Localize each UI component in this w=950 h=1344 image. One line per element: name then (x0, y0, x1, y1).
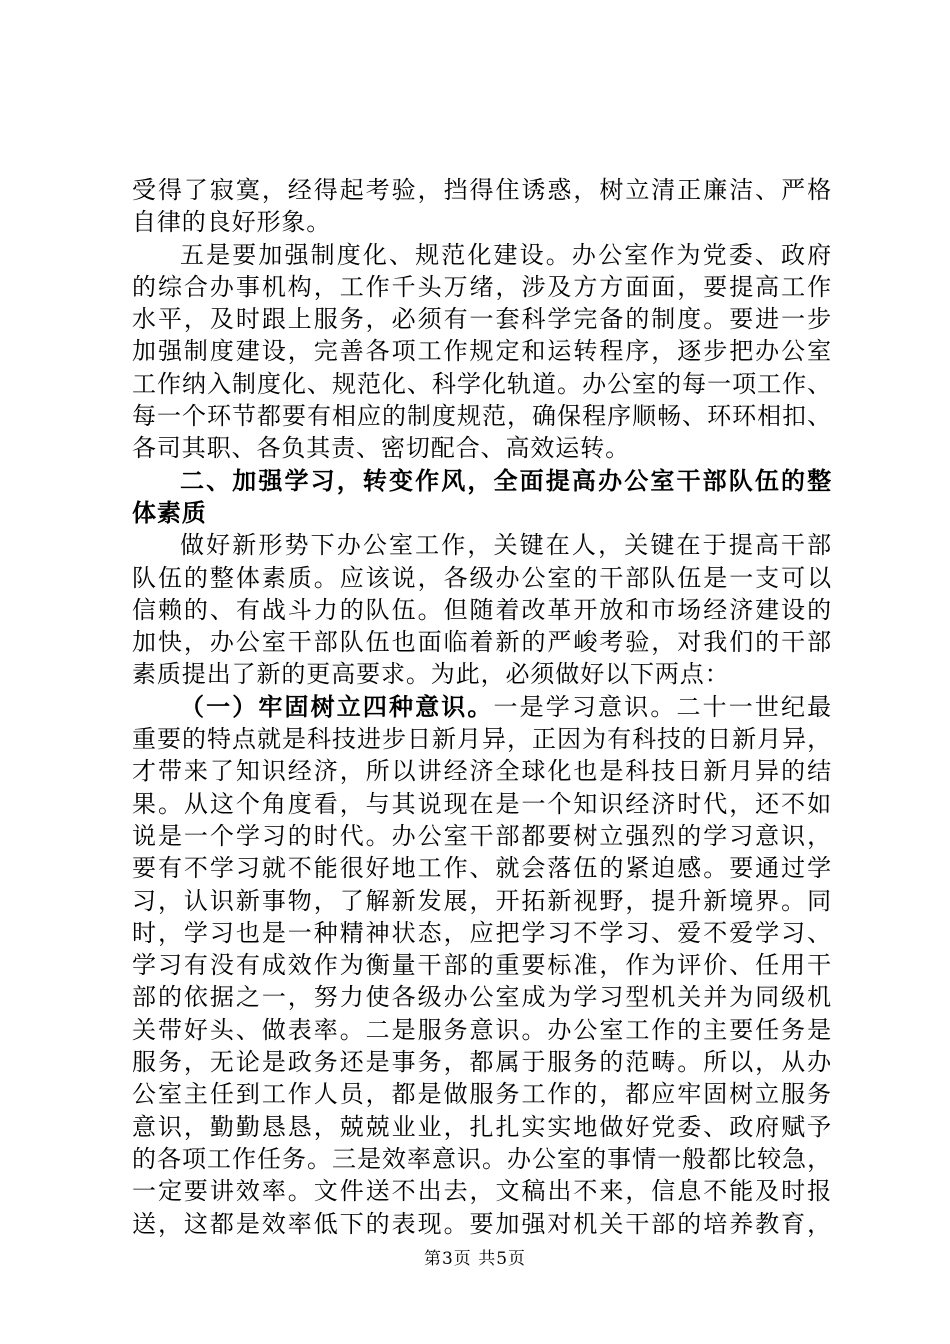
text-line (132, 658, 832, 690)
line-text: 说是一个学习的时代。办公室干部都要树立强烈的学习意识， (132, 821, 832, 850)
line-text: 才带来了知识经济，所以讲经济全球化也是科技日新月异的结 (132, 757, 832, 786)
line-text: 意识，勤勤恳恳，兢兢业业，扎扎实实地做好党委、政府赋予 (132, 1112, 832, 1141)
line-text: 果。从这个角度看，与其说现在是一个知识经济时代，还不如 (132, 789, 832, 818)
text-line (132, 562, 832, 594)
text-line (132, 271, 832, 303)
line-text: 受得了寂寞，经得起考验，挡得住诱惑，树立清正廉洁、严格 (132, 176, 832, 204)
text-line (132, 981, 832, 1013)
line-text: 要有不学习就不能很好地工作、就会落伍的紧迫感。要通过学 (132, 854, 832, 883)
line-text: 的综合办事机构，工作千头万绪，涉及方方面面，要提高工作 (132, 272, 832, 301)
line-text: 习，认识新事物，了解新发展，开拓新视野，提升新境界。同 (132, 886, 832, 915)
text-line (132, 723, 832, 755)
line-text: 加强制度建设，完善各项工作规定和运转程序，逐步把办公室 (132, 337, 832, 366)
text-line (132, 917, 832, 949)
text-line (132, 1014, 832, 1046)
text-line (132, 691, 832, 723)
line-text: 五是要加强制度化、规范化建设。办公室作为党委、政府 (180, 240, 832, 269)
line-text: 信赖的、有战斗力的队伍。但随着改革开放和市场经济建设的 (132, 595, 832, 624)
line-text: 学习有没有成效作为衡量干部的重要标准，作为评价、任用干 (132, 951, 832, 980)
text-line (132, 432, 832, 464)
line-text: 送，这都是效率低下的表现。要加强对机关干部的培养教育， (132, 1209, 832, 1238)
text-line (132, 885, 832, 917)
text-line (132, 335, 832, 367)
text-line (132, 174, 832, 206)
line-text: 做好新形势下办公室工作，关键在人，关键在于提高干部 (180, 531, 832, 560)
text-line (132, 206, 832, 238)
text-line (132, 594, 832, 626)
document-body (132, 174, 832, 1240)
bold-heading-text: （一）牢固树立四种意识。 (180, 691, 494, 721)
page-footer: 第3页 共5页 (423, 1249, 527, 1269)
text-line (132, 1046, 832, 1078)
text-line (132, 400, 832, 432)
line-text: 一是学习意识。二十一世纪最 (493, 692, 832, 721)
line-text: 服务，无论是政务还是事务，都属于服务的范畴。所以，从办 (132, 1048, 832, 1077)
line-text: 的各项工作任务。三是效率意识。办公室的事情一般都比较急， (132, 1144, 832, 1173)
text-line (132, 1078, 832, 1110)
text-line (132, 755, 832, 787)
bold-heading-text: 二、加强学习，转变作风，全面提高办公室干部队伍的整 (180, 465, 832, 495)
line-text: 每一个环节都要有相应的制度规范，确保程序顺畅、环环相扣、 (132, 402, 832, 431)
text-line (132, 820, 832, 852)
text-line (132, 465, 832, 497)
line-text: 素质提出了新的更高要求。为此，必须做好以下两点： (132, 660, 730, 689)
line-text: 公室主任到工作人员，都是做服务工作的，都应牢固树立服务 (132, 1080, 832, 1109)
text-line (132, 1208, 832, 1240)
line-text: 重要的特点就是科技进步日新月异，正因为有科技的日新月异， (132, 725, 832, 754)
line-text: 各司其职、各负其责、密切配合、高效运转。 (132, 434, 630, 463)
line-text: 队伍的整体素质。应该说，各级办公室的干部队伍是一支可以 (132, 563, 832, 592)
text-line (132, 1111, 832, 1143)
text-line (132, 949, 832, 981)
line-text: 加快，办公室干部队伍也面临着新的严峻考验，对我们的干部 (132, 628, 832, 657)
line-text: 时，学习也是一种精神状态，应把学习不学习、爱不爱学习、 (132, 918, 832, 947)
text-line (132, 1143, 832, 1175)
line-text: 水平，及时跟上服务，必须有一套科学完备的制度。要进一步 (132, 305, 832, 334)
text-line (132, 626, 832, 658)
bold-heading-text: 体素质 (132, 497, 207, 527)
text-line (132, 303, 832, 335)
line-text: 部的依据之一，努力使各级办公室成为学习型机关并为同级机 (132, 983, 832, 1012)
text-line (132, 788, 832, 820)
line-text: 一定要讲效率。文件送不出去，文稿出不来，信息不能及时报 (132, 1177, 832, 1206)
text-line (132, 239, 832, 271)
text-line (132, 497, 832, 529)
text-line (132, 852, 832, 884)
text-line (132, 368, 832, 400)
line-text: 关带好头、做表率。二是服务意识。办公室工作的主要任务是 (132, 1015, 832, 1044)
text-line (132, 529, 832, 561)
text-line (132, 1175, 832, 1207)
line-text: 工作纳入制度化、规范化、科学化轨道。办公室的每一项工作、 (132, 369, 832, 398)
line-text: 自律的良好形象。 (132, 208, 332, 237)
